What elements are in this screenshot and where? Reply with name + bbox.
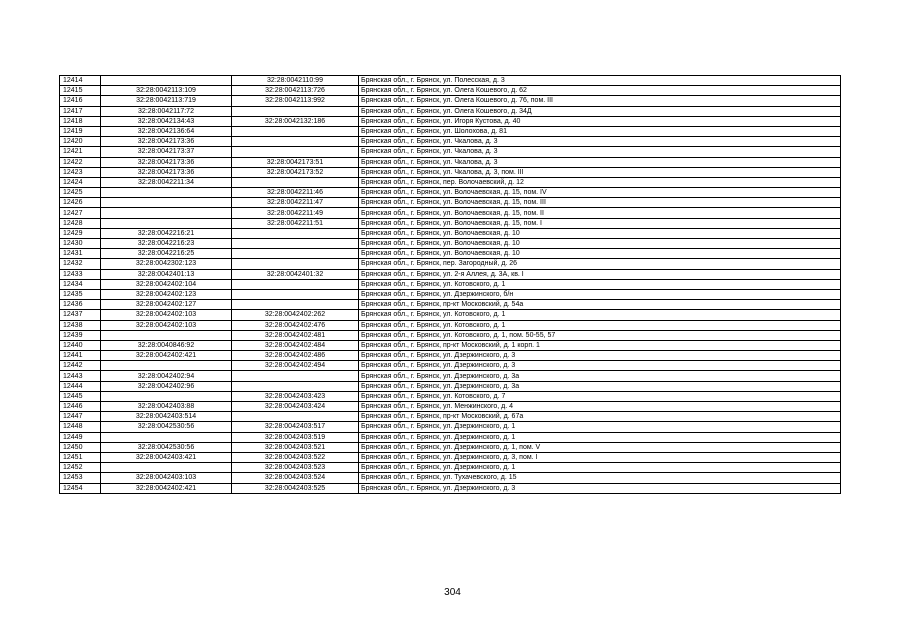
row-number-cell: 12421 (60, 147, 101, 157)
building-cadastral-number-cell (232, 249, 359, 259)
row-number-cell: 12433 (60, 269, 101, 279)
table-row (60, 106, 841, 116)
land-cadastral-number-cell: 32:28:0042216:25 (101, 249, 232, 259)
table-row (60, 137, 841, 147)
row-number-cell: 12416 (60, 96, 101, 106)
land-cadastral-number-cell: 32:28:0042173:36 (101, 157, 232, 167)
building-cadastral-number-cell (232, 126, 359, 136)
row-number-cell: 12453 (60, 473, 101, 483)
table-row (60, 391, 841, 401)
table-row (60, 198, 841, 208)
building-cadastral-number-cell: 32:28:0042402:486 (232, 351, 359, 361)
row-number-cell: 12443 (60, 371, 101, 381)
table-row (60, 239, 841, 249)
table-row (60, 463, 841, 473)
address-cell: Брянская обл., г. Брянск, ул. Полесская, д. 3 (359, 76, 841, 86)
address-cell: Брянская обл., г. Брянск, ул. Чкалова, д. 3 (359, 147, 841, 157)
row-number-cell: 12415 (60, 86, 101, 96)
address-cell: Брянская обл., г. Брянск, ул. Дзержинского, д. 1 (359, 463, 841, 473)
address-cell: Брянская обл., г. Брянск, пер. Волочаевский, д. 12 (359, 177, 841, 187)
land-cadastral-number-cell: 32:28:0042401:13 (101, 269, 232, 279)
address-cell: Брянская обл., г. Брянск, ул. Дзержинского, д. 3 (359, 351, 841, 361)
table-row (60, 330, 841, 340)
building-cadastral-number-cell (232, 137, 359, 147)
table-row (60, 157, 841, 167)
table-row (60, 442, 841, 452)
building-cadastral-number-cell: 32:28:0042211:46 (232, 188, 359, 198)
building-cadastral-number-cell: 32:28:0042402:484 (232, 340, 359, 350)
table-row (60, 116, 841, 126)
land-cadastral-number-cell: 32:28:0042403:421 (101, 452, 232, 462)
building-cadastral-number-cell: 32:28:0042403:524 (232, 473, 359, 483)
row-number-cell: 12427 (60, 208, 101, 218)
building-cadastral-number-cell: 32:28:0042403:519 (232, 432, 359, 442)
row-number-cell: 12414 (60, 76, 101, 86)
address-cell: Брянская обл., г. Брянск, пр-кт Московский, д. 67а (359, 412, 841, 422)
table-row (60, 289, 841, 299)
address-cell: Брянская обл., г. Брянск, ул. Дзержинского, д. 1 (359, 432, 841, 442)
address-cell: Брянская обл., г. Брянск, ул. Тухачевского, д. 15 (359, 473, 841, 483)
address-cell: Брянская обл., г. Брянск, ул. Дзержинского, д. 3а (359, 381, 841, 391)
row-number-cell: 12434 (60, 279, 101, 289)
building-cadastral-number-cell: 32:28:0042211:49 (232, 208, 359, 218)
building-cadastral-number-cell (232, 239, 359, 249)
building-cadastral-number-cell: 32:28:0042403:523 (232, 463, 359, 473)
table-row (60, 167, 841, 177)
address-cell: Брянская обл., г. Брянск, ул. Дзержинского, д. 3 (359, 483, 841, 493)
address-cell: Брянская обл., г. Брянск, ул. Дзержинского, д. 3а (359, 371, 841, 381)
table-row (60, 269, 841, 279)
building-cadastral-number-cell (232, 279, 359, 289)
land-cadastral-number-cell: 32:28:0042402:103 (101, 320, 232, 330)
row-number-cell: 12445 (60, 391, 101, 401)
building-cadastral-number-cell: 32:28:0042113:726 (232, 86, 359, 96)
land-cadastral-number-cell (101, 208, 232, 218)
land-cadastral-number-cell: 32:28:0042113:109 (101, 86, 232, 96)
table-row (60, 188, 841, 198)
building-cadastral-number-cell: 32:28:0042403:525 (232, 483, 359, 493)
land-cadastral-number-cell: 32:28:0042173:36 (101, 167, 232, 177)
land-cadastral-number-cell (101, 330, 232, 340)
land-cadastral-number-cell: 32:28:0042402:127 (101, 300, 232, 310)
address-cell: Брянская обл., г. Брянск, ул. Олега Кошевого, д. 76, пом. III (359, 96, 841, 106)
building-cadastral-number-cell (232, 371, 359, 381)
address-cell: Брянская обл., г. Брянск, пр-кт Московский, д. 54а (359, 300, 841, 310)
land-cadastral-number-cell: 32:28:0042216:23 (101, 239, 232, 249)
building-cadastral-number-cell: 32:28:0042132:186 (232, 116, 359, 126)
address-cell: Брянская обл., г. Брянск, ул. Дзержинского, д. 3 (359, 361, 841, 371)
address-cell: Брянская обл., г. Брянск, ул. Менжинского, д. 4 (359, 402, 841, 412)
row-number-cell: 12438 (60, 320, 101, 330)
address-cell: Брянская обл., г. Брянск, ул. Котовского, д. 7 (359, 391, 841, 401)
land-cadastral-number-cell: 32:28:0042173:37 (101, 147, 232, 157)
table-row (60, 402, 841, 412)
address-cell: Брянская обл., г. Брянск, ул. Игоря Кустова, д. 40 (359, 116, 841, 126)
table-row (60, 177, 841, 187)
address-cell: Брянская обл., г. Брянск, ул. Шолохова, д. 81 (359, 126, 841, 136)
land-cadastral-number-cell: 32:28:0042403:88 (101, 402, 232, 412)
land-cadastral-number-cell: 32:28:0042402:421 (101, 351, 232, 361)
land-cadastral-number-cell: 32:28:0042402:104 (101, 279, 232, 289)
row-number-cell: 12437 (60, 310, 101, 320)
building-cadastral-number-cell (232, 412, 359, 422)
land-cadastral-number-cell (101, 391, 232, 401)
building-cadastral-number-cell: 32:28:0042401:32 (232, 269, 359, 279)
table-row (60, 218, 841, 228)
table-row (60, 259, 841, 269)
table-row (60, 381, 841, 391)
row-number-cell: 12440 (60, 340, 101, 350)
row-number-cell: 12418 (60, 116, 101, 126)
land-cadastral-number-cell: 32:28:0042216:21 (101, 228, 232, 238)
building-cadastral-number-cell: 32:28:0042403:517 (232, 422, 359, 432)
row-number-cell: 12419 (60, 126, 101, 136)
address-cell: Брянская обл., г. Брянск, пер. Загородный, д. 26 (359, 259, 841, 269)
row-number-cell: 12447 (60, 412, 101, 422)
row-number-cell: 12426 (60, 198, 101, 208)
building-cadastral-number-cell: 32:28:0042403:423 (232, 391, 359, 401)
building-cadastral-number-cell: 32:28:0042403:424 (232, 402, 359, 412)
table-row (60, 351, 841, 361)
table-row (60, 361, 841, 371)
land-cadastral-number-cell: 32:28:0042302:123 (101, 259, 232, 269)
table-row (60, 208, 841, 218)
land-cadastral-number-cell (101, 188, 232, 198)
building-cadastral-number-cell (232, 259, 359, 269)
building-cadastral-number-cell: 32:28:0042403:522 (232, 452, 359, 462)
address-cell: Брянская обл., г. Брянск, ул. Котовского, д. 1 (359, 310, 841, 320)
building-cadastral-number-cell (232, 300, 359, 310)
page-number: 304 (444, 587, 461, 598)
land-cadastral-number-cell (101, 432, 232, 442)
row-number-cell: 12446 (60, 402, 101, 412)
building-cadastral-number-cell: 32:28:0042173:51 (232, 157, 359, 167)
building-cadastral-number-cell (232, 147, 359, 157)
table-row (60, 412, 841, 422)
address-cell: Брянская обл., г. Брянск, ул. Волочаевская, д. 15, пом. III (359, 198, 841, 208)
land-cadastral-number-cell: 32:28:0042402:103 (101, 310, 232, 320)
land-cadastral-number-cell: 32:28:0042402:96 (101, 381, 232, 391)
row-number-cell: 12425 (60, 188, 101, 198)
land-cadastral-number-cell (101, 218, 232, 228)
land-cadastral-number-cell: 32:28:0042173:36 (101, 137, 232, 147)
address-cell: Брянская обл., г. Брянск, ул. Волочаевская, д. 15, пом. II (359, 208, 841, 218)
row-number-cell: 12450 (60, 442, 101, 452)
row-number-cell: 12454 (60, 483, 101, 493)
land-cadastral-number-cell: 32:28:0042402:94 (101, 371, 232, 381)
table-row (60, 86, 841, 96)
address-cell: Брянская обл., г. Брянск, ул. Волочаевская, д. 15, пом. IV (359, 188, 841, 198)
row-number-cell: 12451 (60, 452, 101, 462)
registry-table-body (60, 76, 841, 494)
property-registry-table (59, 75, 841, 494)
row-number-cell: 12424 (60, 177, 101, 187)
address-cell: Брянская обл., г. Брянск, ул. Чкалова, д. 3 (359, 137, 841, 147)
row-number-cell: 12422 (60, 157, 101, 167)
land-cadastral-number-cell: 32:28:0042530:56 (101, 422, 232, 432)
address-cell: Брянская обл., г. Брянск, ул. Дзержинского, д. 1 (359, 422, 841, 432)
land-cadastral-number-cell (101, 463, 232, 473)
address-cell: Брянская обл., г. Брянск, ул. Олега Кошевого, д. 62 (359, 86, 841, 96)
row-number-cell: 12417 (60, 106, 101, 116)
building-cadastral-number-cell: 32:28:0042402:494 (232, 361, 359, 371)
row-number-cell: 12444 (60, 381, 101, 391)
building-cadastral-number-cell (232, 177, 359, 187)
building-cadastral-number-cell (232, 106, 359, 116)
address-cell: Брянская обл., г. Брянск, ул. Котовского, д. 1 (359, 320, 841, 330)
building-cadastral-number-cell: 32:28:0042402:262 (232, 310, 359, 320)
building-cadastral-number-cell: 32:28:0042211:47 (232, 198, 359, 208)
building-cadastral-number-cell (232, 228, 359, 238)
table-row (60, 310, 841, 320)
building-cadastral-number-cell: 32:28:0042403:521 (232, 442, 359, 452)
table-row (60, 126, 841, 136)
land-cadastral-number-cell: 32:28:0042402:123 (101, 289, 232, 299)
row-number-cell: 12420 (60, 137, 101, 147)
building-cadastral-number-cell: 32:28:0042173:52 (232, 167, 359, 177)
land-cadastral-number-cell (101, 361, 232, 371)
table-row (60, 279, 841, 289)
address-cell: Брянская обл., г. Брянск, ул. 2-я Аллея, д. 3А, кв. I (359, 269, 841, 279)
row-number-cell: 12449 (60, 432, 101, 442)
table-row (60, 422, 841, 432)
address-cell: Брянская обл., г. Брянск, ул. Дзержинского, д. 1, пом. V (359, 442, 841, 452)
row-number-cell: 12436 (60, 300, 101, 310)
address-cell: Брянская обл., г. Брянск, пр-кт Московский, д. 1 корп. 1 (359, 340, 841, 350)
land-cadastral-number-cell: 32:28:0042117:72 (101, 106, 232, 116)
row-number-cell: 12430 (60, 239, 101, 249)
table-row (60, 320, 841, 330)
building-cadastral-number-cell: 32:28:0042402:481 (232, 330, 359, 340)
land-cadastral-number-cell: 32:28:0042136:64 (101, 126, 232, 136)
table-row (60, 249, 841, 259)
land-cadastral-number-cell: 32:28:0042530:56 (101, 442, 232, 452)
land-cadastral-number-cell: 32:28:0042403:514 (101, 412, 232, 422)
row-number-cell: 12435 (60, 289, 101, 299)
table-row (60, 228, 841, 238)
address-cell: Брянская обл., г. Брянск, ул. Котовского, д. 1, пом. 50-55, 57 (359, 330, 841, 340)
row-number-cell: 12423 (60, 167, 101, 177)
table-row (60, 96, 841, 106)
building-cadastral-number-cell (232, 381, 359, 391)
address-cell: Брянская обл., г. Брянск, ул. Дзержинского, б/н (359, 289, 841, 299)
row-number-cell: 12439 (60, 330, 101, 340)
address-cell: Брянская обл., г. Брянск, ул. Олега Кошевого, д. 34Д (359, 106, 841, 116)
address-cell: Брянская обл., г. Брянск, ул. Дзержинского, д. 3, пом. I (359, 452, 841, 462)
address-cell: Брянская обл., г. Брянск, ул. Волочаевская, д. 15, пом. I (359, 218, 841, 228)
table-row (60, 300, 841, 310)
table-row (60, 147, 841, 157)
land-cadastral-number-cell: 32:28:0040846:92 (101, 340, 232, 350)
building-cadastral-number-cell: 32:28:0042110:99 (232, 76, 359, 86)
address-cell: Брянская обл., г. Брянск, ул. Волочаевская, д. 10 (359, 239, 841, 249)
building-cadastral-number-cell: 32:28:0042211:51 (232, 218, 359, 228)
land-cadastral-number-cell (101, 198, 232, 208)
land-cadastral-number-cell: 32:28:0042134:43 (101, 116, 232, 126)
address-cell: Брянская обл., г. Брянск, ул. Волочаевская, д. 10 (359, 249, 841, 259)
land-cadastral-number-cell: 32:28:0042402:421 (101, 483, 232, 493)
row-number-cell: 12448 (60, 422, 101, 432)
land-cadastral-number-cell: 32:28:0042113:719 (101, 96, 232, 106)
row-number-cell: 12431 (60, 249, 101, 259)
building-cadastral-number-cell (232, 289, 359, 299)
row-number-cell: 12452 (60, 463, 101, 473)
address-cell: Брянская обл., г. Брянск, ул. Чкалова, д. 3, пом. III (359, 167, 841, 177)
land-cadastral-number-cell (101, 76, 232, 86)
table-row (60, 371, 841, 381)
row-number-cell: 12442 (60, 361, 101, 371)
table-row (60, 483, 841, 493)
row-number-cell: 12432 (60, 259, 101, 269)
building-cadastral-number-cell: 32:28:0042402:476 (232, 320, 359, 330)
row-number-cell: 12428 (60, 218, 101, 228)
land-cadastral-number-cell: 32:28:0042211:34 (101, 177, 232, 187)
address-cell: Брянская обл., г. Брянск, ул. Волочаевская, д. 10 (359, 228, 841, 238)
row-number-cell: 12429 (60, 228, 101, 238)
table-row (60, 76, 841, 86)
building-cadastral-number-cell: 32:28:0042113:992 (232, 96, 359, 106)
table-row (60, 452, 841, 462)
land-cadastral-number-cell: 32:28:0042403:103 (101, 473, 232, 483)
address-cell: Брянская обл., г. Брянск, ул. Чкалова, д. 3 (359, 157, 841, 167)
address-cell: Брянская обл., г. Брянск, ул. Котовского, д. 1 (359, 279, 841, 289)
row-number-cell: 12441 (60, 351, 101, 361)
table-row (60, 340, 841, 350)
table-row (60, 473, 841, 483)
table-row (60, 432, 841, 442)
